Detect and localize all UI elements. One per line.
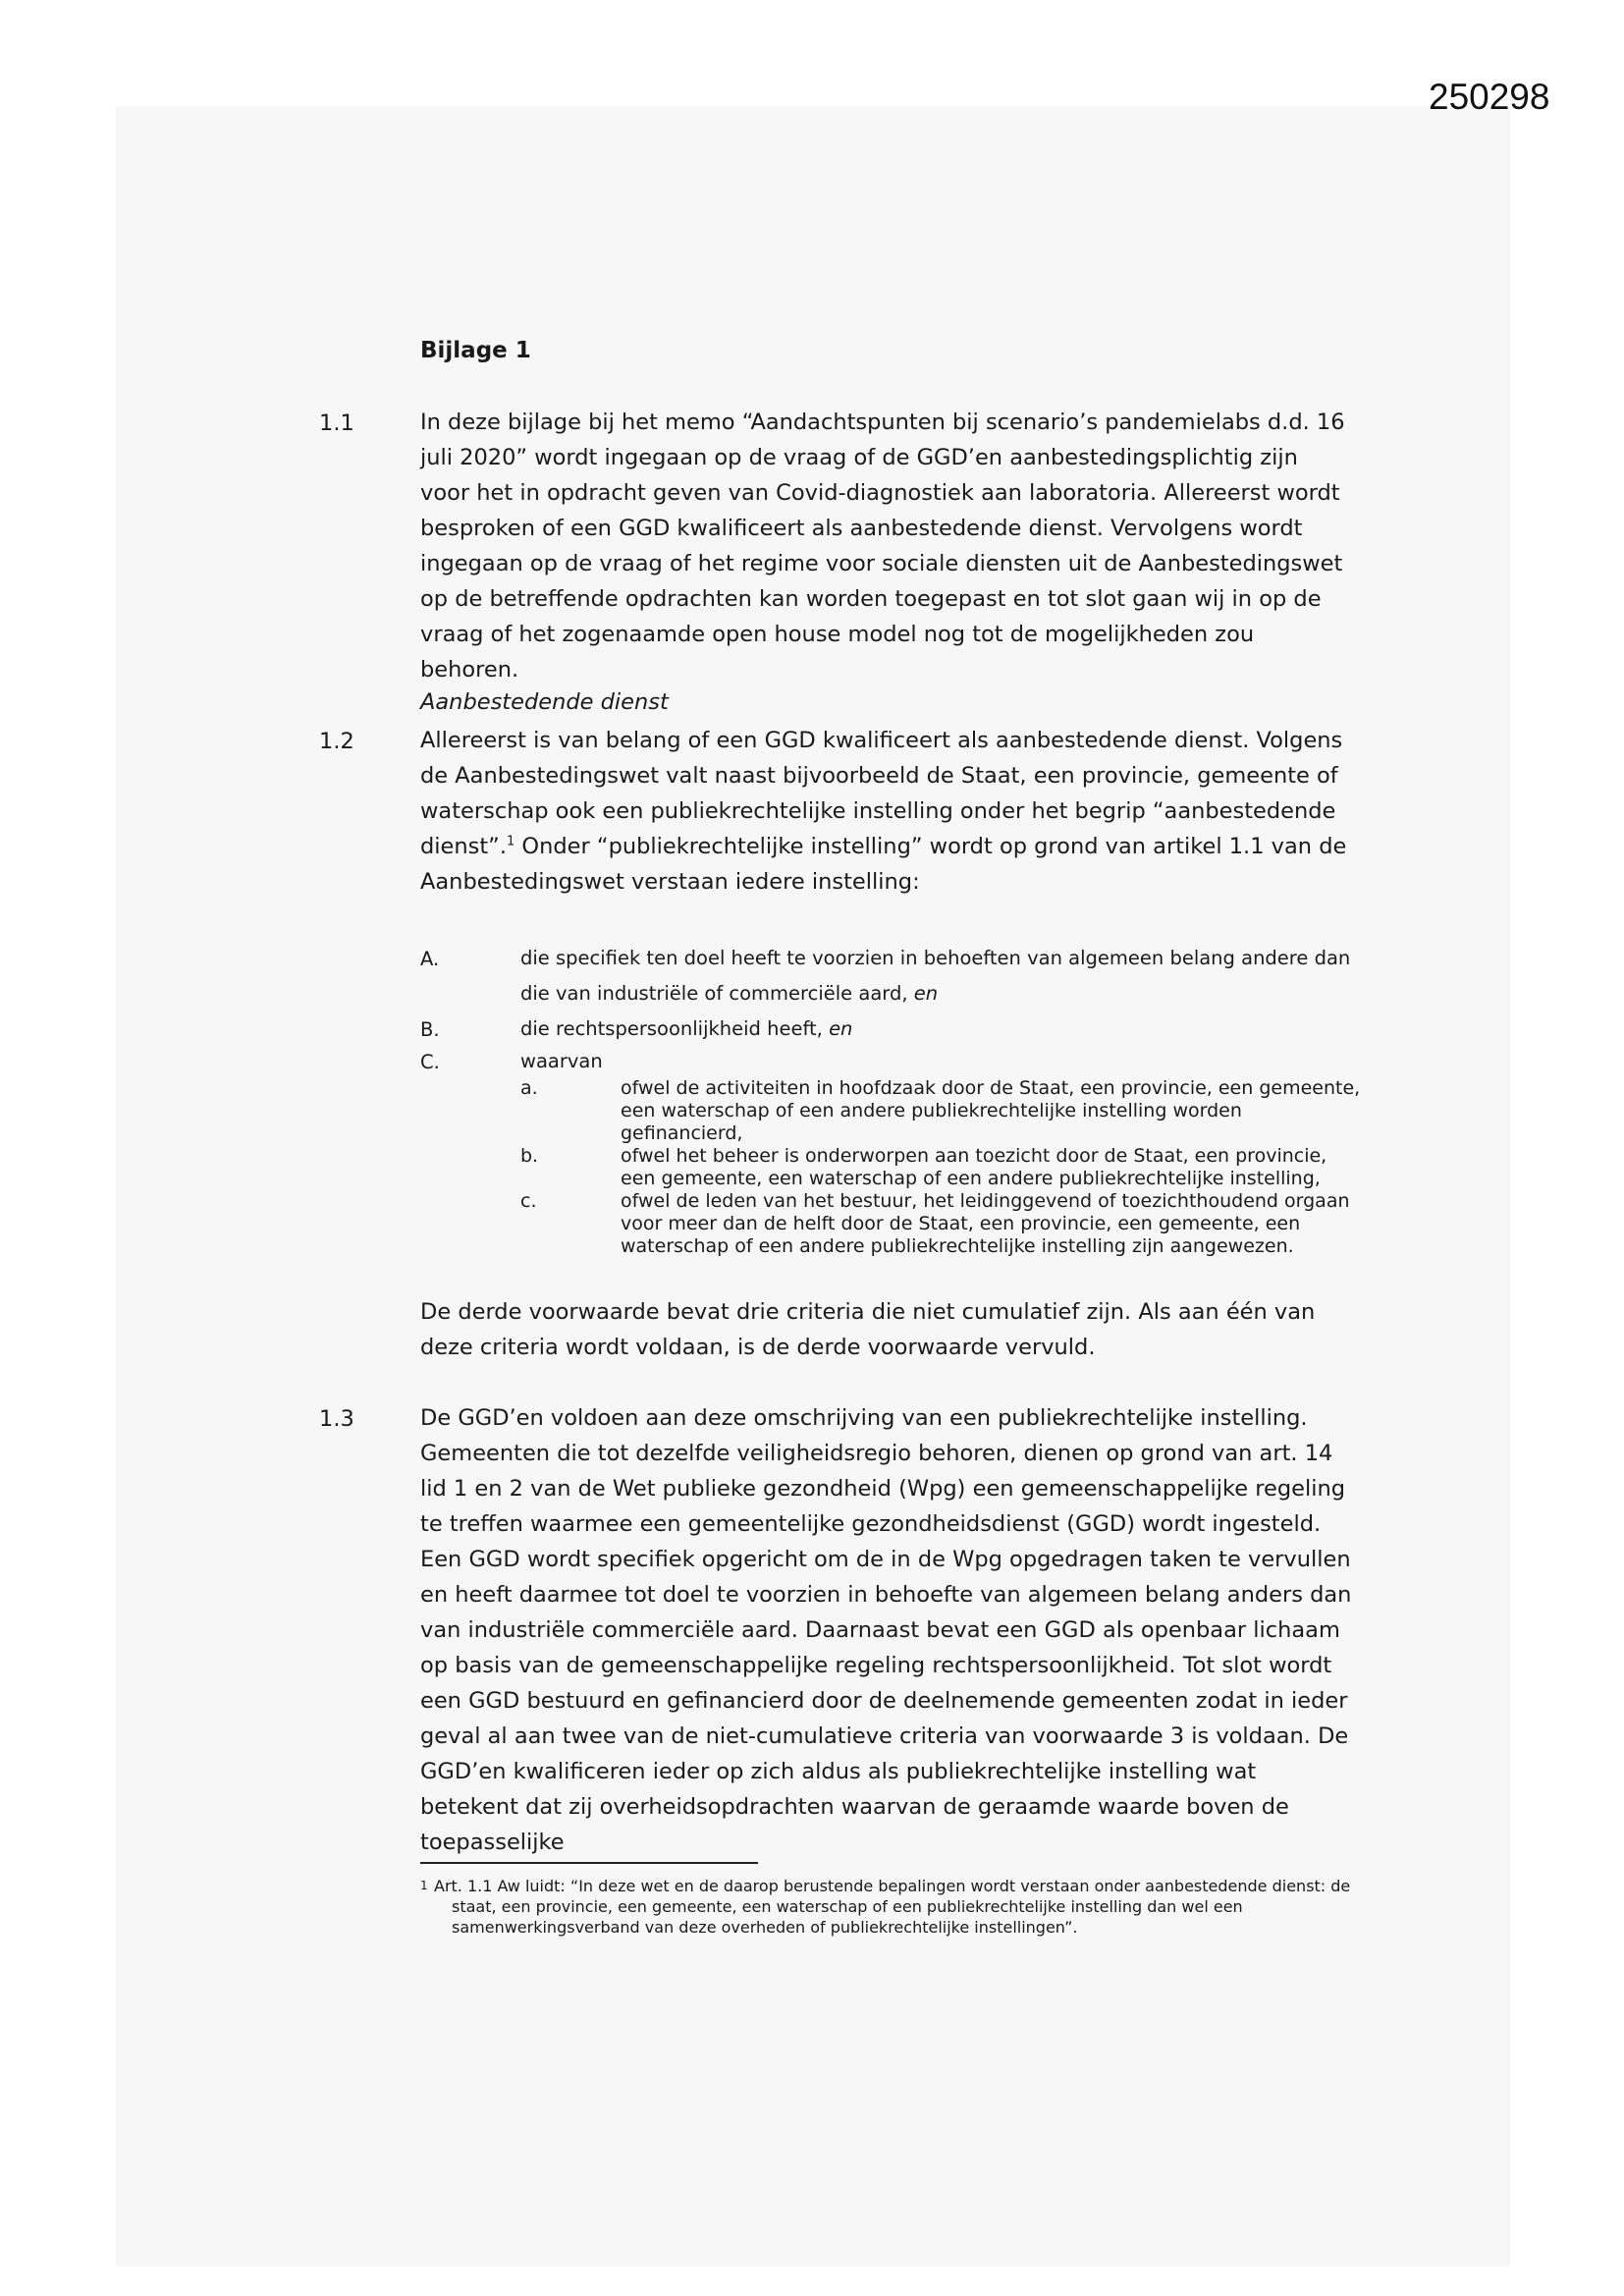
section-1-3-text: De GGD’en voldoen aan deze omschrijving van een publiekrechtelijke instelling. Gemeenten die tot dezelfde veiligheidsregio behoren, dienen op grond van art. 14 lid 1 en 2 van de Wet publieke gezondheid (Wpg) een gemeenschappelijke regeling te treffen waarmee een gemeentelijke gezondheidsdienst (GGD) wordt ingesteld. Een GGD wordt specifiek opgericht om de in de Wpg opgedragen taken te vervullen en heeft daarmee tot doel te voorzien in behoefte van algemeen belang anders dan van industriële commerciële aard. Daarnaast bevat een GGD als openbaar lichaam op basis van de gemeenschappelijke regeling rechtspersoonlijkheid. Tot slot wordt een GGD bestuurd en gefinancierd door de deelnemende gemeenten zodat in ieder geval al aan twee van de niet-cumulatieve criteria van voorwaarde 3 is voldaan. De GGD’en kwalificeren ieder op zich aldus als publiekrechtelijke instelling wat betekent dat zij overheidsopdrachten waarvan de geraamde waarde boven de toepasselijke [420, 1405, 1352, 1855]
criterion-text-c: waarvan [520, 1050, 603, 1072]
criterion-text-b-suffix: en [829, 1017, 853, 1040]
sub-criterion-text-b: ofwel het beheer is onderworpen aan toezicht door de Staat, een provincie, een gemeente, een waterschap of een andere publiekrechtelijke instelling, [621, 1145, 1327, 1189]
criterion-letter-a: A. [420, 948, 440, 970]
subheading-aanbestedende-dienst: Aanbestedende dienst [420, 689, 669, 715]
document-number: 250298 [1429, 77, 1550, 117]
footnote-reference: 1 [507, 834, 515, 849]
criterion-letter-c: C. [420, 1051, 440, 1073]
section-1-2-text [420, 723, 1353, 900]
sub-criterion-letter-c: c. [520, 1190, 537, 1212]
section-number-1-3: 1.3 [319, 1406, 354, 1432]
section-number-1-2: 1.2 [319, 729, 354, 754]
criterion-text-b [520, 1011, 1365, 1047]
section-number-1-1: 1.1 [319, 410, 354, 436]
footnote-text: Art. 1.1 Aw luidt: “In deze wet en de daarop berustende bepalingen wordt verstaan onder aanbestedende dienst: de staat, een provincie, een gemeente, een waterschap of een publiekrechtelijke instelling dan wel een samenwerkingsverband van deze overheden of publiekrechtelijke instellingen”. [434, 1877, 1351, 1937]
page-heading: Bijlage 1 [420, 338, 531, 363]
section-1-2-closing: De derde voorwaarde bevat drie criteria die niet cumulatief zijn. Als aan één van deze criteria wordt voldaan, is de derde voorwaarde vervuld. [420, 1299, 1316, 1360]
footnote-separator [420, 1862, 758, 1864]
sub-criterion-letter-a: a. [520, 1077, 538, 1099]
section-1-2-text-part1: Allereerst is van belang of een GGD kwalificeert als aanbestedende dienst. Volgens de Aanbestedingswet valt naast bijvoorbeeld de Staat, een provincie, gemeente of waterschap ook een publiekrechtelijke instelling onder het begrip “aanbestedende dienst”. [420, 728, 1343, 859]
sub-criterion-letter-b: b. [520, 1145, 539, 1167]
criterion-letter-b: B. [420, 1018, 440, 1041]
footnote [420, 1876, 1363, 1938]
footnote-mark: 1 [420, 1879, 428, 1892]
sub-criterion-text-a: ofwel de activiteiten in hoofdzaak door de Staat, een provincie, een gemeente, een waterschap of een andere publiekrechtelijke instelling worden gefinancierd, [621, 1077, 1361, 1144]
criterion-text-a-main: die specifiek ten doel heeft te voorzien in behoeften van algemeen belang andere dan die van industriële of commerciële aard, [520, 947, 1351, 1005]
criterion-text-a [520, 941, 1365, 1011]
section-1-2-text-part2: Onder “publiekrechtelijke instelling” wordt op grond van artikel 1.1 van de Aanbestedingswet verstaan iedere instelling: [420, 834, 1347, 895]
criterion-text-b-main: die rechtspersoonlijkheid heeft, [520, 1017, 823, 1040]
criterion-text-a-suffix: en [913, 982, 939, 1005]
sub-criterion-text-c: ofwel de leden van het bestuur, het leidinggevend of toezichthoudend orgaan voor meer dan de helft door de Staat, een provincie, een gemeente, een waterschap of een andere publiekrechtelijke instelling zijn aangewezen. [621, 1190, 1350, 1257]
section-1-1-text: In deze bijlage bij het memo “Aandachtspunten bij scenario’s pandemielabs d.d. 16 juli 2020” wordt ingegaan op de vraag of de GGD’en aanbestedingsplichtig zijn voor het in opdracht geven van Covid-diagnostiek aan laboratoria. Allereerst wordt besproken of een GGD kwalificeert als aanbestedende dienst. Vervolgens wordt ingegaan op de vraag of het regime voor sociale diensten uit de Aanbestedingswet op de betreffende opdrachten kan worden toegepast en tot slot gaan wij in op de vraag of het zogenaamde open house model nog tot de mogelijkheden zou behoren. [420, 410, 1345, 683]
